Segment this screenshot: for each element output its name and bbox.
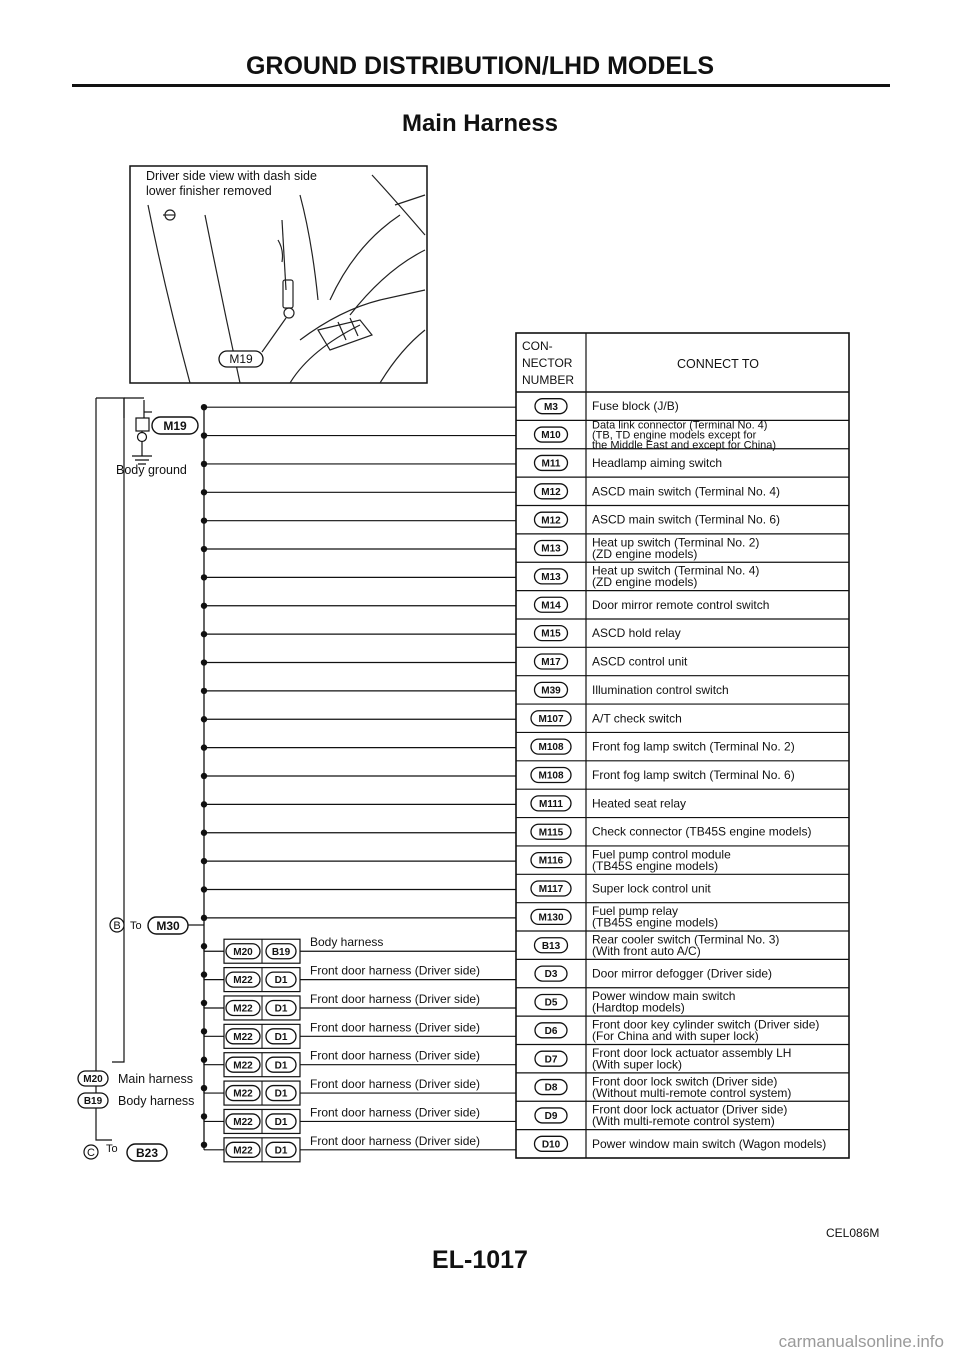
row-description: (TB45S engine models) [592, 915, 719, 930]
table-row [516, 1101, 849, 1128]
ground-label: Body ground [116, 463, 187, 477]
row-description: ASCD main switch (Terminal No. 6) [592, 512, 781, 527]
harness-left-connector-label: M22 [233, 1031, 253, 1043]
harness-label: Front door harness (Driver side) [310, 963, 481, 978]
row-connector-label: M15 [541, 628, 561, 640]
harness-label: Body harness [310, 935, 384, 950]
table-header-col1-line2: NECTOR [522, 356, 573, 370]
row-description: ASCD control unit [592, 654, 688, 669]
legend-b19-label: Body harness [118, 1094, 195, 1108]
row-description: (With super lock) [592, 1057, 683, 1072]
row-description: Fuel pump control module [592, 847, 731, 862]
photo-connector-label: M19 [229, 352, 253, 366]
row-description: Front door lock actuator (Driver side) [592, 1102, 788, 1117]
harness-label: Front door harness (Driver side) [310, 1048, 481, 1063]
row-connector-label: M12 [541, 486, 561, 498]
row-connector-label: D6 [544, 1025, 558, 1037]
row-description: Illumination control switch [592, 682, 729, 697]
row-connector-label: D7 [544, 1054, 558, 1066]
harness-left-connector-label: M20 [233, 946, 253, 958]
location-photo [130, 166, 427, 383]
table-row [516, 420, 849, 452]
table-row [516, 647, 849, 669]
row-description: ASCD hold relay [592, 626, 681, 641]
row-description: Rear cooler switch (Terminal No. 3) [592, 932, 780, 947]
harness-right-connector-label: D1 [274, 1088, 288, 1100]
row-description: Fuel pump relay [592, 904, 679, 919]
page-number: EL-1017 [432, 1246, 528, 1274]
table-row [516, 1130, 849, 1152]
row-connector-label: M108 [538, 770, 564, 782]
row-description: (For China and with super lock) [592, 1029, 759, 1044]
table-row [516, 1045, 849, 1072]
table-row [516, 931, 849, 958]
table-row [516, 477, 849, 499]
harness-left-connector-label: M22 [233, 1060, 253, 1072]
row-description: Data link connector (Terminal No. 4) [592, 419, 768, 432]
harness-label: Front door harness (Driver side) [310, 1020, 481, 1035]
row-description: Heat up switch (Terminal No. 4) [592, 563, 760, 578]
row-connector-label: M116 [538, 855, 564, 867]
table-rows [516, 399, 849, 1152]
row-description: (ZD engine models) [592, 575, 698, 590]
table-row [516, 789, 849, 811]
row-connector-label: M12 [541, 515, 561, 527]
figure-code: CEL086M [826, 1226, 880, 1240]
ref-b-connector: M30 [156, 919, 180, 933]
row-description: (TB45S engine models) [592, 858, 719, 873]
ground-connector-label: M19 [163, 419, 187, 433]
table-row [516, 449, 849, 471]
row-description: (TB, TD engine models except for [592, 429, 757, 442]
harness-right-connector-label: D1 [274, 1060, 288, 1072]
row-description: (With front auto A/C) [592, 943, 701, 958]
harness-left-connector-label: M22 [233, 1003, 253, 1015]
row-description: (Without multi-remote control system) [592, 1085, 792, 1100]
table-header-col1-line1: CON- [522, 339, 553, 353]
row-description: Front fog lamp switch (Terminal No. 6) [592, 768, 795, 782]
harness-left-connector-label: M22 [233, 975, 253, 987]
row-connector-label: D9 [544, 1111, 558, 1123]
table-row [516, 619, 849, 641]
row-description: Super lock control unit [592, 881, 711, 896]
table-row [516, 818, 849, 840]
legend-m20-code: M20 [83, 1074, 103, 1085]
row-connector-label: M13 [541, 572, 561, 584]
table-row [516, 959, 849, 981]
row-description: Door mirror remote control switch [592, 597, 770, 612]
table-row [516, 591, 849, 613]
table-row [516, 704, 849, 726]
harness-right-connector-label: B19 [271, 946, 291, 958]
harness-right-connector-label: D1 [274, 1117, 288, 1129]
row-description: Power window main switch [592, 989, 736, 1004]
table-row [516, 1016, 849, 1043]
ground-block [96, 398, 152, 1140]
watermark: carmanualsonline.info [778, 1332, 944, 1351]
harness-right-connector-label: D1 [274, 975, 288, 987]
harness-label: Front door harness (Driver side) [310, 991, 481, 1006]
row-description: Heated seat relay [592, 796, 687, 811]
row-description: Front door key cylinder switch (Driver side) [592, 1017, 820, 1032]
row-connector-label: M13 [541, 543, 561, 555]
row-connector-label: M11 [541, 458, 561, 470]
row-description: (ZD engine models) [592, 546, 698, 561]
section-header: GROUND DISTRIBUTION/LHD MODELS [245, 52, 715, 80]
table-row [516, 988, 849, 1015]
table-row [516, 505, 849, 527]
harness-left-connector-label: M22 [233, 1117, 253, 1129]
photo-caption-line2: lower finisher removed [146, 184, 272, 198]
legend-m20-label: Main harness [118, 1072, 194, 1086]
row-connector-label: M115 [538, 827, 564, 839]
table-header-col2: CONNECT TO [677, 357, 759, 371]
row-description: ASCD main switch (Terminal No. 4) [592, 484, 781, 499]
table-row [516, 1073, 849, 1100]
row-description: Front door lock switch (Driver side) [592, 1074, 778, 1089]
harness-right-connector-label: D1 [274, 1031, 288, 1043]
harness-left-connector-label: M22 [233, 1088, 253, 1100]
table-row [516, 846, 849, 873]
table-row [516, 732, 849, 754]
row-connector-label: M17 [541, 657, 561, 669]
table-row [516, 562, 849, 589]
harness-right-connector-label: D1 [274, 1003, 288, 1015]
row-description: Front fog lamp switch (Terminal No. 2) [592, 739, 795, 754]
row-description: Headlamp aiming switch [592, 455, 723, 470]
row-description: the Middle East and except for China) [592, 439, 777, 452]
page-title: Main Harness [401, 110, 559, 137]
harness-right-connector-label: D1 [274, 1145, 288, 1157]
row-connector-label: D3 [544, 969, 558, 981]
row-connector-label: D5 [544, 997, 558, 1009]
row-description: (With multi-remote control system) [592, 1114, 775, 1129]
row-connector-label: B13 [541, 940, 561, 952]
row-description: Front door lock actuator assembly LH [592, 1045, 792, 1060]
row-connector-label: M3 [544, 401, 558, 413]
row-description: Check connector (TB45S engine models) [592, 824, 812, 839]
ground-wires [201, 404, 516, 1162]
row-description: (Hardtop models) [592, 1000, 685, 1015]
harness-label: Front door harness (Driver side) [310, 1105, 481, 1120]
row-connector-label: M130 [538, 912, 564, 924]
row-description: Fuse block (J/B) [592, 399, 679, 414]
row-connector-label: D10 [541, 1139, 561, 1151]
ref-b-to: To [130, 920, 142, 932]
ref-c-connector: B23 [135, 1146, 159, 1160]
table-row [516, 874, 849, 896]
row-connector-label: M111 [539, 798, 563, 810]
row-connector-label: M107 [538, 713, 564, 725]
row-connector-label: M117 [538, 884, 564, 896]
row-connector-label: D8 [544, 1082, 558, 1094]
table-row [516, 761, 849, 783]
row-connector-label: M108 [538, 742, 564, 754]
row-connector-label: M39 [541, 685, 561, 697]
harness-left-connector-label: M22 [233, 1145, 253, 1157]
row-description: Heat up switch (Terminal No. 2) [592, 535, 760, 550]
row-description: Power window main switch (Wagon models) [592, 1136, 827, 1151]
row-connector-label: M14 [541, 600, 561, 612]
ref-b-letter: B [113, 920, 121, 932]
photo-caption-line1: Driver side view with dash side [146, 169, 317, 183]
table-row [516, 676, 849, 698]
row-connector-label: M10 [541, 430, 561, 442]
table-row [516, 534, 849, 561]
harness-label: Front door harness (Driver side) [310, 1077, 481, 1092]
table-row [535, 399, 679, 414]
row-description: Door mirror defogger (Driver side) [592, 966, 773, 981]
ref-c-letter: C [87, 1147, 95, 1159]
harness-label: Front door harness (Driver side) [310, 1133, 481, 1148]
legend-b19-code: B19 [83, 1096, 103, 1107]
table-row [516, 903, 849, 930]
row-description: A/T check switch [592, 711, 682, 726]
ref-c-to: To [106, 1143, 118, 1155]
table-header-col1-line3: NUMBER [522, 373, 575, 387]
